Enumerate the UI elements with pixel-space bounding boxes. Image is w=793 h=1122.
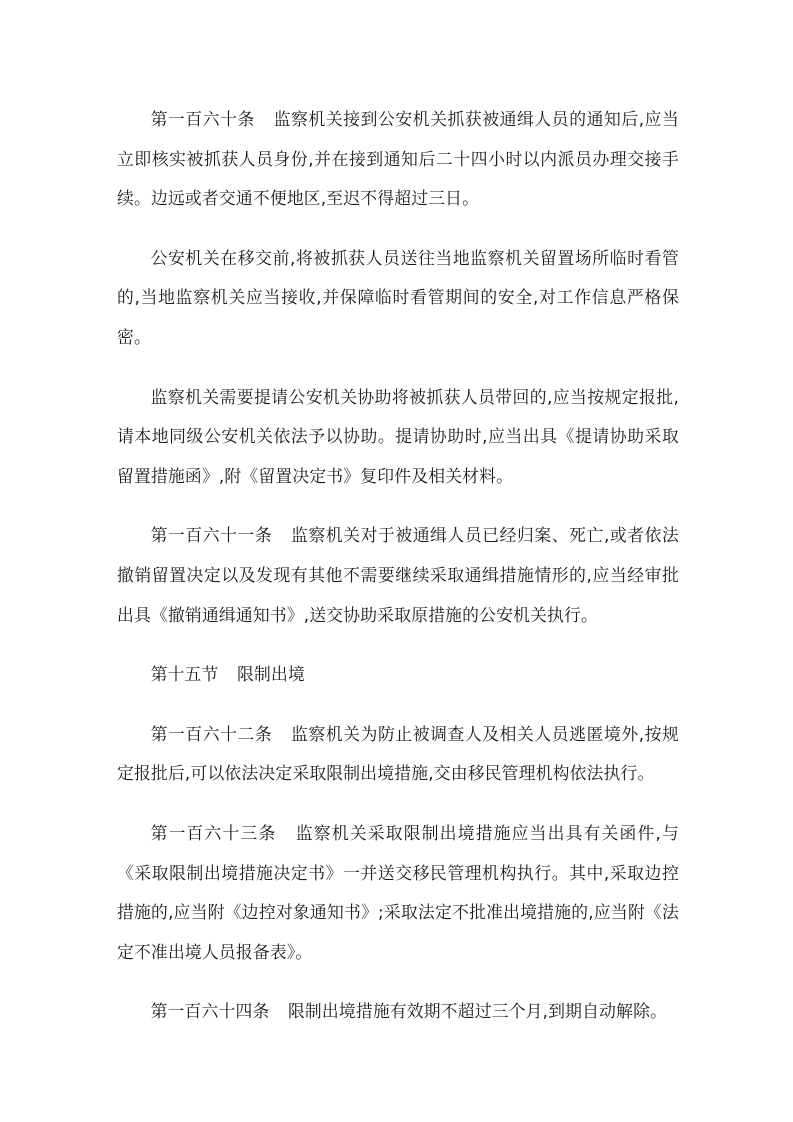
- article-text: 监察机关接到公安机关抓获被通缉人员的通知后,应当立即核实被抓获人员身份,并在接到通知后二十四小时以内派员办理交接手续。边远或者交通不便地区,至迟不得超过三日。: [117, 109, 679, 209]
- article-text: 监察机关对于被通缉人员已经归案、死亡,或者依法撤销留置决定以及发现有其他不需要继续采取通缉措施情形的,应当经审批出具《撤销通缉通知书》,送交协助采取原措施的公安机关执行。: [117, 525, 679, 625]
- paragraph-text: 监察机关需要提请公安机关协助将被抓获人员带回的,应当按规定报批,请本地同级公安机关依法予以协助。提请协助时,应当出具《提请协助采取留置措施函》,附《留置决定书》复印件及相关材料。: [117, 386, 679, 486]
- article-164: [117, 992, 679, 1032]
- article-heading: 第一百六十二条: [150, 723, 273, 744]
- section-title: 限制出境: [237, 664, 305, 685]
- article-heading: 第一百六十一条: [150, 525, 273, 546]
- article-text: 监察机关为防止被调查人及相关人员逃匿境外,按规定报批后,可以依法决定采取限制出境措施,交由移民管理机构依法执行。: [117, 723, 679, 784]
- section-number: 第十五节: [150, 664, 219, 685]
- article-162: [117, 715, 679, 794]
- article-text: 监察机关采取限制出境措施应当出具有关函件,与《采取限制出境措施决定书》一并送交移民管理机构执行。其中,采取边控措施的,应当附《边控对象通知书》;采取法定不批准出境措施的,应当附《法定不准出境人员报备表》。: [117, 822, 679, 962]
- document-page: [117, 100, 679, 1032]
- paragraph-text: 公安机关在移交前,将被抓获人员送往当地监察机关留置场所临时看管的,当地监察机关应当接收,并保障临时看管期间的安全,对工作信息严格保密。: [117, 247, 679, 347]
- article-161: [117, 516, 679, 635]
- article-heading: 第一百六十三条: [150, 822, 277, 843]
- article-163: [117, 814, 679, 972]
- article-heading: 第一百六十四条: [150, 1001, 270, 1022]
- article-heading: 第一百六十条: [150, 109, 255, 129]
- article-160-paragraph-2: [117, 239, 679, 358]
- article-160: [117, 100, 679, 219]
- article-160-paragraph-3: [117, 378, 679, 497]
- article-text: 限制出境措施有效期不超过三个月,到期自动解除。: [287, 1001, 668, 1022]
- section-15-heading: [117, 655, 679, 695]
